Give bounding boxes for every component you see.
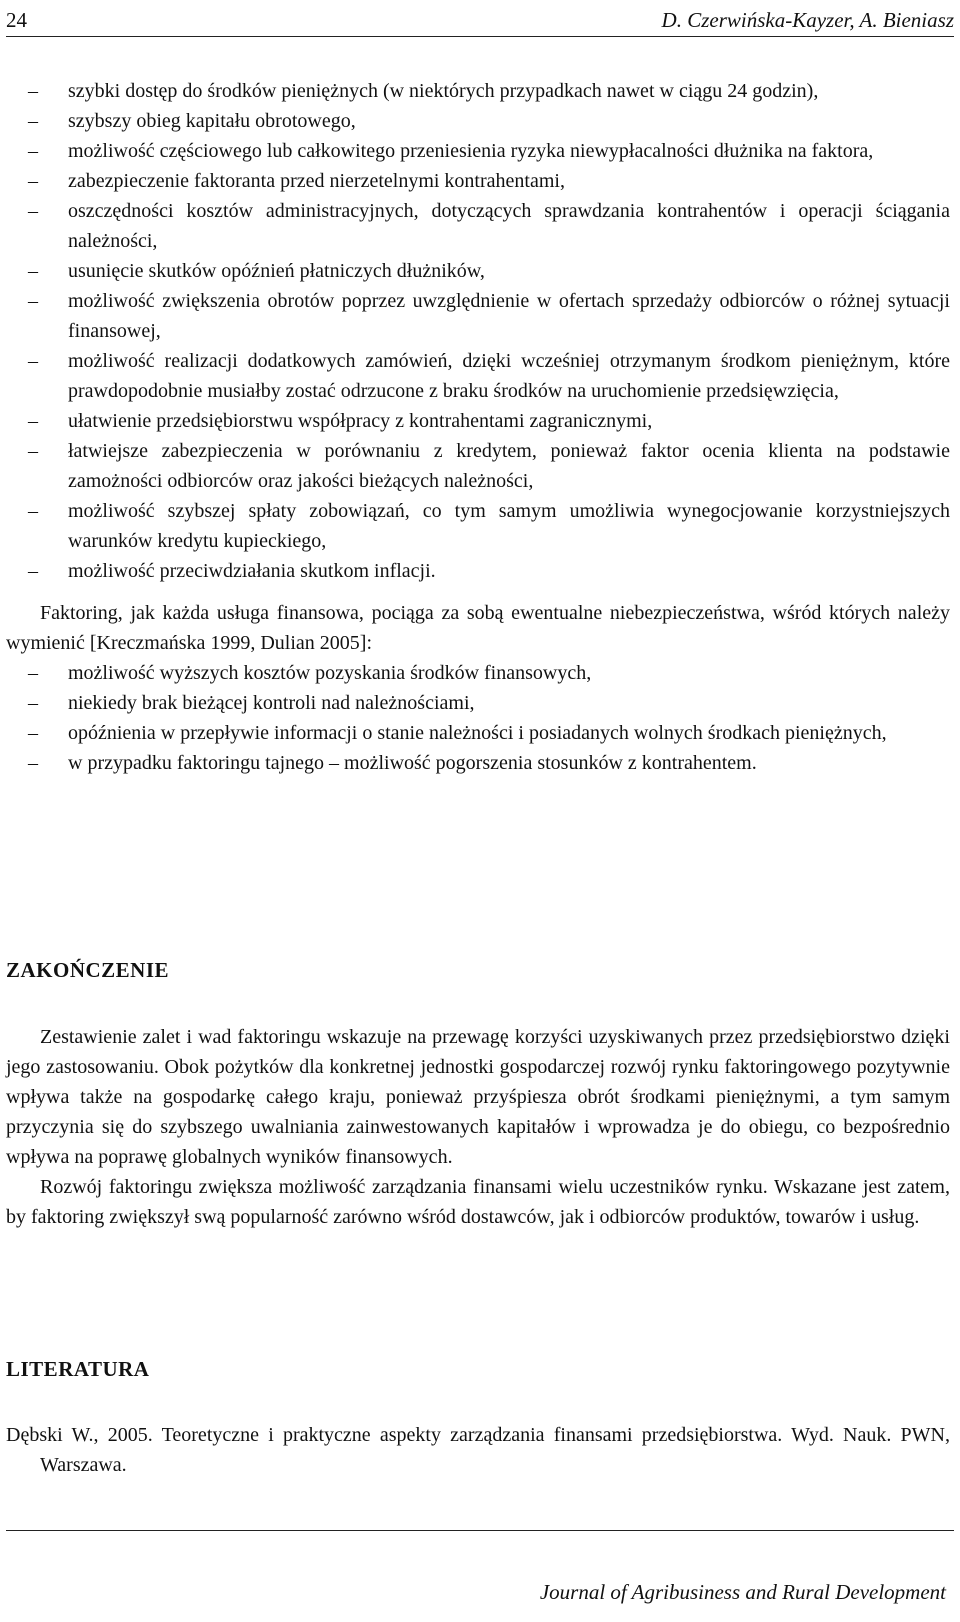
- main-content: [6, 76, 950, 778]
- list-item: – szybszy obieg kapitału obrotowego,: [6, 106, 950, 136]
- page-footer: [6, 1530, 954, 1613]
- journal-name: Journal of Agribusiness and Rural Development: [539, 1580, 946, 1604]
- page-number: 24: [6, 7, 27, 32]
- list-item: – możliwość zwiększenia obrotów poprzez uwzględnienie w ofertach sprzedaży odbiorców o różnej sytuacji finansowej,: [6, 286, 950, 346]
- list-item: – zabezpieczenie faktoranta przed nierzetelnymi kontrahentami,: [6, 166, 950, 196]
- list-item: – możliwość wyższych kosztów pozyskania środków finansowych,: [6, 658, 950, 688]
- list-item: – możliwość szybszej spłaty zobowiązań, co tym samym umożliwia wynegocjowanie korzystniejszych warunków kredytu kupieckiego,: [6, 496, 950, 556]
- conclusion-heading: ZAKOŃCZENIE: [6, 958, 170, 982]
- conclusion-paragraph: Zestawienie zalet i wad faktoringu wskazuje na przewagę korzyści uzyskiwanych przez przedsiębiorstwo dzięki jego zastosowaniu. Obok pożytków dla konkretnej jednostki gospodarczej rozwój rynku faktoringowego pozytywnie wpływa także na gospodarkę całego kraju, ponieważ przyśpiesza obrót środkami pieniężnymi, a tym samym przyczynia się do szybszego uwalniania zainwestowanych kapitałów i wprowadza je do obiegu, co bezpośrednio wpływa na poprawę globalnych wyników finansowych.: [6, 1026, 950, 1168]
- list-item: – możliwość częściowego lub całkowitego przeniesienia ryzyka niewypłacalności dłużnika na faktora,: [6, 136, 950, 166]
- list-item: – usunięcie skutków opóźnień płatniczych dłużników,: [6, 256, 950, 286]
- running-head: D. Czerwińska-Kayzer, A. Bieniasz: [661, 7, 954, 32]
- advantages-list: [6, 76, 950, 586]
- conclusion-body: [6, 1022, 950, 1232]
- list-item: – szybki dostęp do środków pieniężnych (w niektórych przypadkach nawet w ciągu 24 godzin),: [6, 76, 950, 106]
- list-item: – możliwość realizacji dodatkowych zamówień, dzięki wcześniej otrzymanym środkom pieniężnym, które prawdopodobnie musiałby zostać odrzucone z braku środków na uruchomienie przedsięwzięcia,: [6, 346, 950, 406]
- list-item: – łatwiejsze zabezpieczenia w porównaniu z kredytem, ponieważ faktor ocenia klienta na podstawie zamożności odbiorców oraz jakości bieżących należności,: [6, 436, 950, 496]
- list-item: – ułatwienie przedsiębiorstwu współpracy z kontrahentami zagranicznymi,: [6, 406, 950, 436]
- risks-intro: Faktoring, jak każda usługa finansowa, pociąga za sobą ewentualne niebezpieczeństwa, wśród których należy wymienić [Kreczmańska 1999, Dulian 2005]:: [6, 602, 950, 654]
- literature-heading: LITERATURA: [6, 1357, 150, 1381]
- list-item: – możliwość przeciwdziałania skutkom inflacji.: [6, 556, 950, 586]
- list-item: – opóźnienia w przepływie informacji o stanie należności i posiadanych wolnych środkach pieniężnych,: [6, 718, 950, 748]
- list-item: – niekiedy brak bieżącej kontroli nad należnościami,: [6, 688, 950, 718]
- reference-entry: Dębski W., 2005. Teoretyczne i praktyczne aspekty zarządzania finansami przedsiębiorstwa. Wyd. Nauk. PWN, Warszawa.: [6, 1424, 950, 1476]
- conclusion-paragraph: Rozwój faktoringu zwiększa możliwość zarządzania finansami wielu uczestników rynku. Wskazane jest zatem, by faktoring zwiększył swą popularność zarówno wśród dostawców, jak i odbiorców produktów, towarów i usług.: [6, 1176, 950, 1228]
- risks-list: [6, 658, 950, 778]
- references: [6, 1420, 950, 1480]
- list-item: – w przypadku faktoringu tajnego – możliwość pogorszenia stosunków z kontrahentem.: [6, 748, 950, 778]
- page-header: [6, 4, 954, 37]
- list-item: – oszczędności kosztów administracyjnych, dotyczących sprawdzania kontrahentów i operacji ściągania należności,: [6, 196, 950, 256]
